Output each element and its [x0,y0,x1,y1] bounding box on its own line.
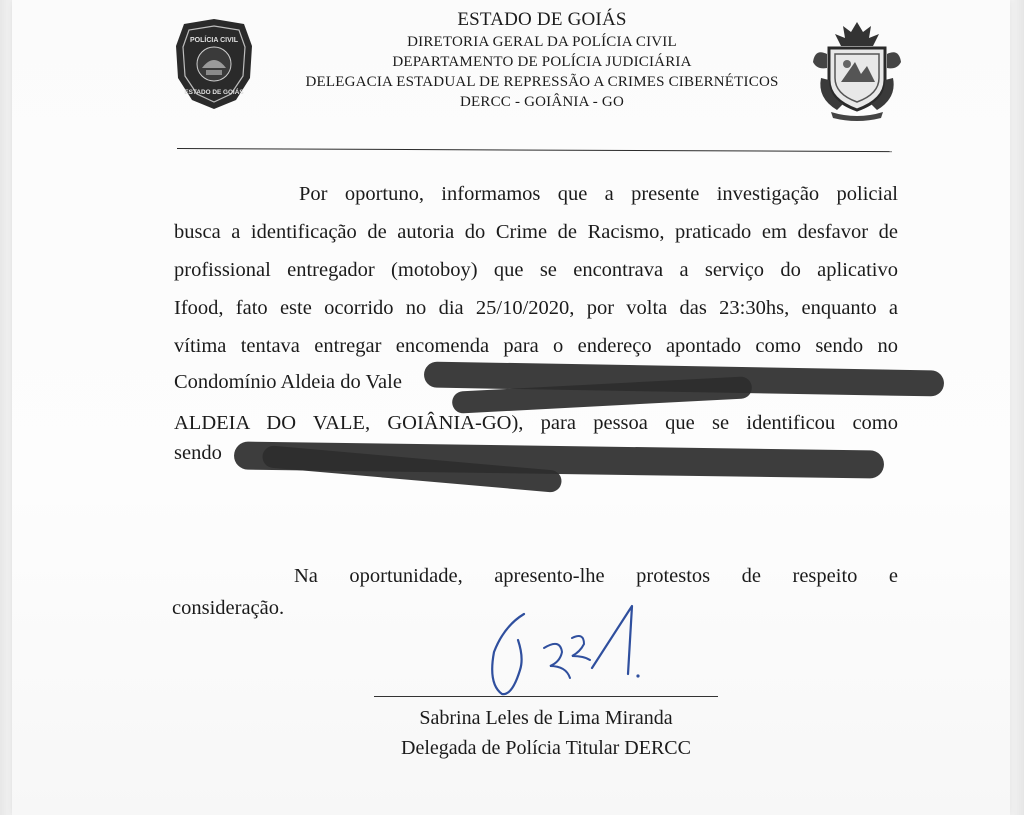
paragraph-1-line-6: Condomínio Aldeia do Vale [174,371,402,393]
paragraph-1-line-3: profissional entregador (motoboy) que se encontrava a serviço do aplicativo [174,259,898,281]
letterhead-directorate: DIRETORIA GERAL DA POLÍCIA CIVIL [407,34,677,50]
document-page [12,0,1010,815]
paragraph-1-line-1: Por oportuno, informamos que a presente investigação policial [299,183,898,205]
letterhead-department: DEPARTAMENTO DE POLÍCIA JUDICIÁRIA [392,54,692,70]
paragraph-1-line-5: vítima tentava entregar encomenda para o endereço apontado como sendo no [174,335,898,357]
paragraph-1-line-7: ALDEIA DO VALE, GOIÂNIA-GO), para pessoa que se identificou como [174,412,898,434]
paragraph-2-line-1: Na oportunidade, apresento-lhe protestos de respeito e [294,565,898,587]
letterhead-city: DERCC - GOIÂNIA - GO [460,94,624,110]
signatory-title: Delegada de Polícia Titular DERCC [401,737,691,759]
letterhead-state: ESTADO DE GOIÁS [457,9,627,30]
letterhead [242,8,842,112]
handwritten-signature [480,600,650,704]
header-divider [177,148,892,152]
paragraph-1-line-4: Ifood, fato este ocorrido no dia 25/10/2020, por volta das 23:30hs, enquanto a [174,297,898,319]
badge-top-text: POLÍCIA CIVIL [190,37,238,44]
paragraph-1-line-2: busca a identificação de autoria do Crime de Racismo, praticado em desfavor de [174,221,898,243]
paragraph-2-line-2: consideração. [172,597,285,619]
signatory-name: Sabrina Leles de Lima Miranda [419,707,673,729]
signature-line [374,696,718,697]
letterhead-unit: DELEGACIA ESTADUAL DE REPRESSÃO A CRIMES CIBERNÉTICOS [305,74,779,90]
badge-bottom-text: ESTADO DE GOIÁS [184,89,244,96]
paragraph-1-line-8: sendo [174,442,222,464]
